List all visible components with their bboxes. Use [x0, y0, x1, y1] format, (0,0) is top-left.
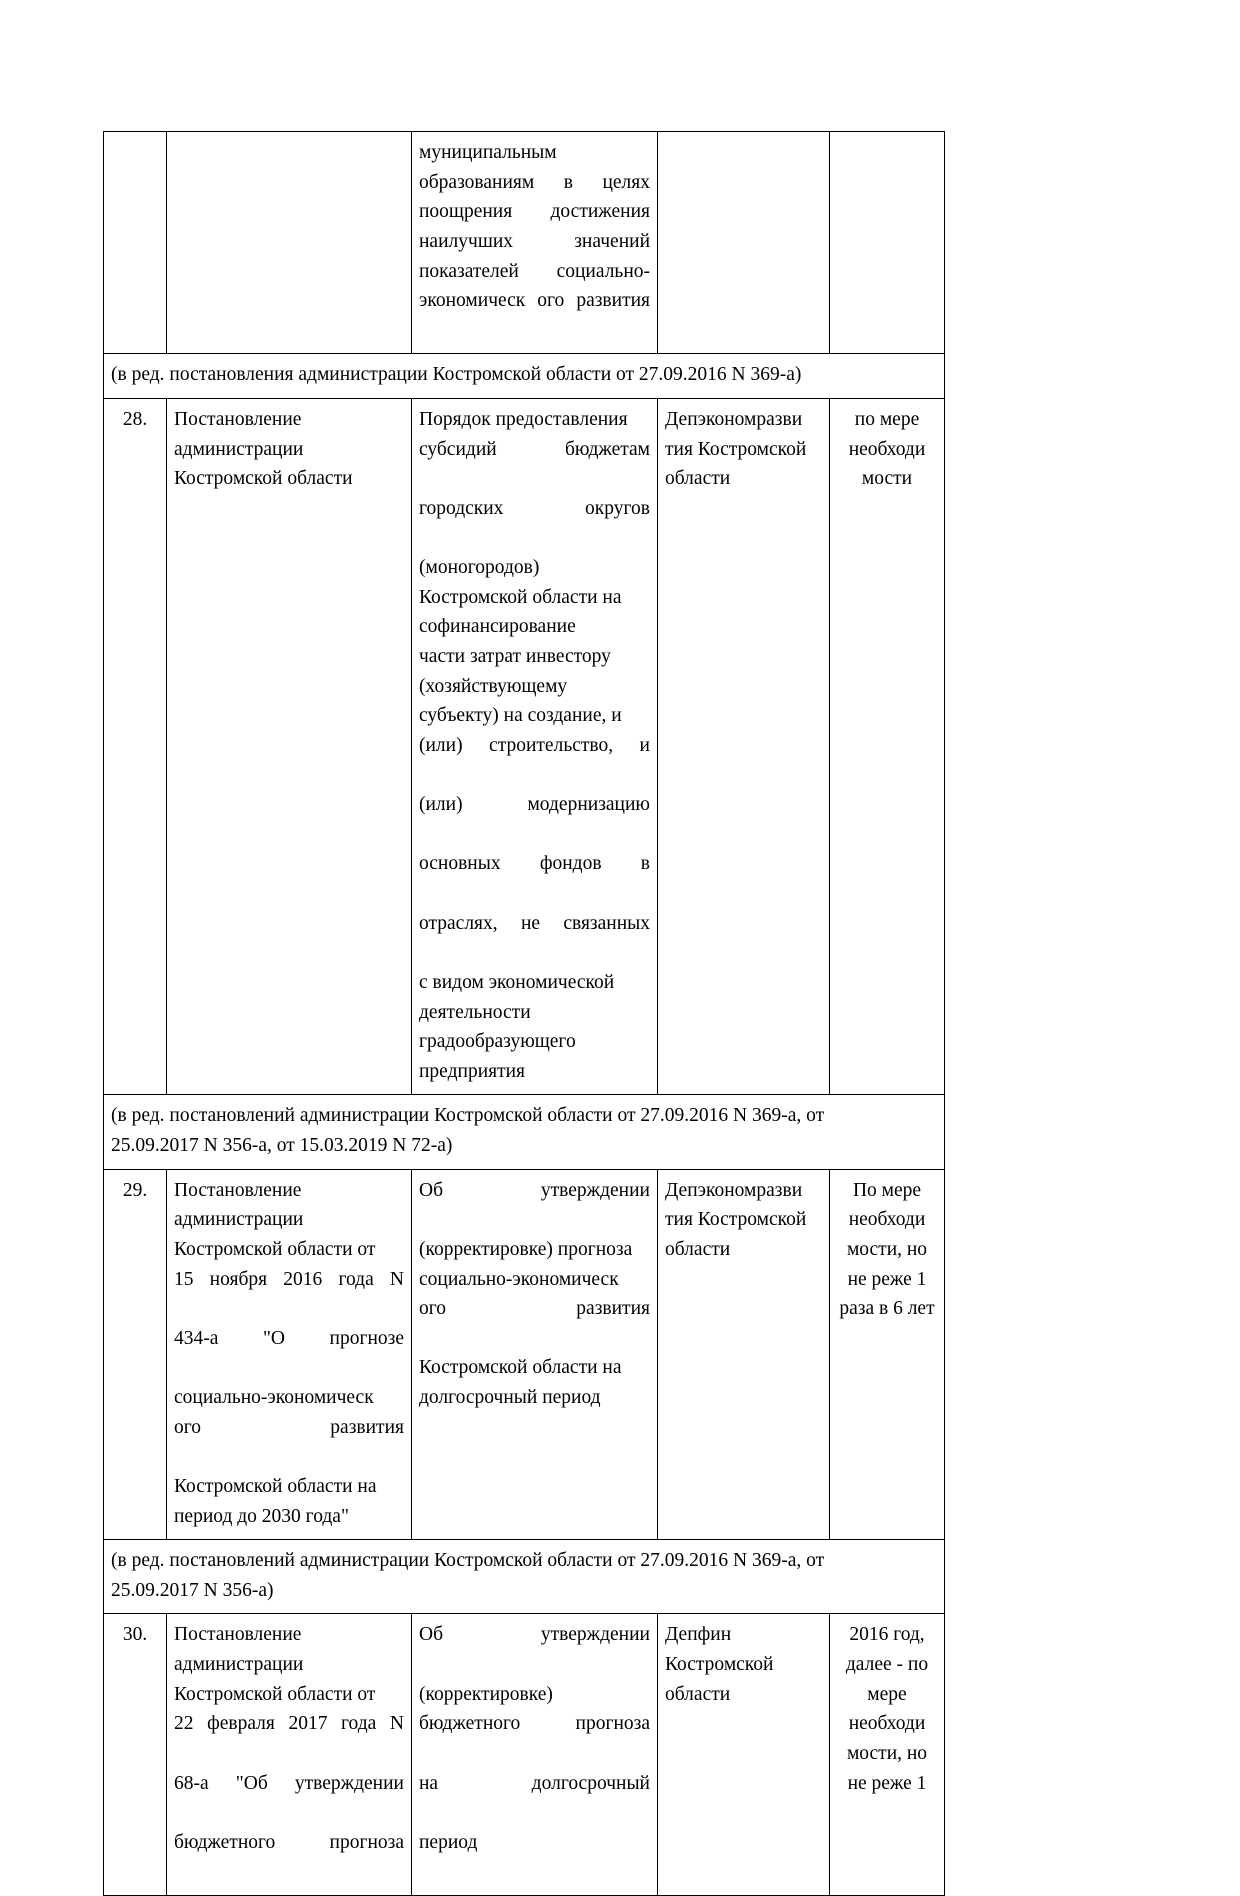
editorial-note-line: 25.09.2017 N 356-а) [111, 1579, 274, 1601]
cell-number: 28. [104, 399, 167, 1095]
act-line: Костромской области от [174, 1683, 376, 1705]
subject-line: деятельности градообразующего предприятия [419, 1001, 576, 1082]
table-row [104, 132, 945, 354]
subject-line: (корректировке) [419, 1683, 553, 1705]
subject-line: субсидий бюджетам [419, 438, 650, 460]
subject-line: отраслях, не связанных [419, 912, 650, 934]
act-line: 15 ноября 2016 года N [174, 1268, 404, 1290]
subject-line: ого развития [419, 1298, 650, 1320]
cell-act [167, 1614, 412, 1896]
act-line: 68-а "Об утверждении [174, 1772, 404, 1794]
subject-line: (или) модернизацию [419, 794, 650, 816]
responsible-text: Депэкономразви тия Костромской области [665, 409, 807, 490]
act-line: 22 февраля 2017 года N [174, 1713, 404, 1735]
act-line: бюджетного прогноза [174, 1831, 404, 1853]
subject-line: городских округов [419, 497, 650, 519]
act-text: Постановление администрации Костромской области [174, 409, 353, 490]
cell-number: 30. [104, 1614, 167, 1896]
subject-text: муниципальным образованиям в целях поощрения достижения наилучших значений показателей социально-экономическ ого развития [419, 142, 650, 312]
cell-term [830, 399, 945, 1095]
cell-responsible [658, 132, 830, 354]
cell-subject [412, 1169, 658, 1540]
editorial-note-line: (в ред. постановлений администрации Костромской области от 27.09.2016 N 369-а, от [111, 1550, 825, 1572]
subject-line: период [419, 1831, 478, 1853]
cell-responsible [658, 1169, 830, 1540]
cell-act [167, 1169, 412, 1540]
table-row-note [104, 1540, 945, 1614]
cell-term [830, 1614, 945, 1896]
subject-line: Об утверждении [419, 1179, 650, 1201]
subject-line: Об утверждении [419, 1624, 650, 1646]
cell-number [104, 132, 167, 354]
cell-responsible [658, 399, 830, 1095]
table-row [104, 399, 945, 1095]
table-row [104, 1614, 945, 1896]
subject-line: (или) строительство, и [419, 734, 650, 756]
cell-subject [412, 132, 658, 354]
editorial-note-line: (в ред. постановлений администрации Костромской области от 27.09.2016 N 369-а, от [111, 1105, 825, 1127]
editorial-note [104, 1540, 945, 1614]
responsible-text: Депэкономразви тия Костромской области [665, 1179, 807, 1260]
cell-term [830, 132, 945, 354]
register-table [103, 131, 945, 1896]
subject-line: Костромской области на долгосрочный период [419, 1357, 622, 1408]
subject-line: с видом экономической [419, 971, 615, 993]
subject-line: (хозяйствующему [419, 675, 568, 697]
act-line: Постановление администрации [174, 1624, 304, 1675]
subject-line: (моногородов) Костромской области на софинансирование [419, 557, 622, 638]
cell-number: 29. [104, 1169, 167, 1540]
responsible-text: Депфин Костромской области [665, 1624, 774, 1705]
subject-line: Порядок предоставления [419, 409, 628, 430]
cell-act [167, 132, 412, 354]
act-line: Костромской области на период до 2030 года" [174, 1475, 377, 1527]
table-row-note [104, 1095, 945, 1169]
subject-line: части затрат инвестору [419, 646, 611, 667]
cell-subject [412, 399, 658, 1095]
term-text: По мере необходи мости, но не реже 1 раза в 6 лет [839, 1179, 935, 1320]
act-line: 434-а "О прогнозе [174, 1327, 404, 1349]
subject-line: основных фондов в [419, 853, 650, 875]
act-line: ого развития [174, 1416, 404, 1438]
subject-line: на долгосрочный [419, 1772, 650, 1794]
term-text: по мере необходи мости [848, 409, 926, 490]
subject-line: субъекту) на создание, и [419, 705, 622, 727]
subject-line: бюджетного прогноза [419, 1713, 650, 1735]
cell-responsible [658, 1614, 830, 1896]
subject-line: (корректировке) прогноза [419, 1238, 633, 1260]
cell-subject [412, 1614, 658, 1896]
editorial-note-line: 25.09.2017 N 356-а, от 15.03.2019 N 72-а) [111, 1135, 453, 1156]
table-row-note [104, 354, 945, 399]
cell-act [167, 399, 412, 1095]
table-row [104, 1169, 945, 1540]
act-line: социально-экономическ [174, 1387, 374, 1408]
act-line: Костромской области от [174, 1238, 376, 1260]
editorial-note [104, 1095, 945, 1169]
subject-line: социально-экономическ [419, 1268, 619, 1290]
term-text: 2016 год, далее - по мере необходи мости, но не реже 1 [845, 1624, 929, 1794]
cell-term [830, 1169, 945, 1540]
editorial-note: (в ред. постановления администрации Костромской области от 27.09.2016 N 369-а) [104, 354, 945, 399]
act-line: Постановление администрации [174, 1179, 304, 1231]
